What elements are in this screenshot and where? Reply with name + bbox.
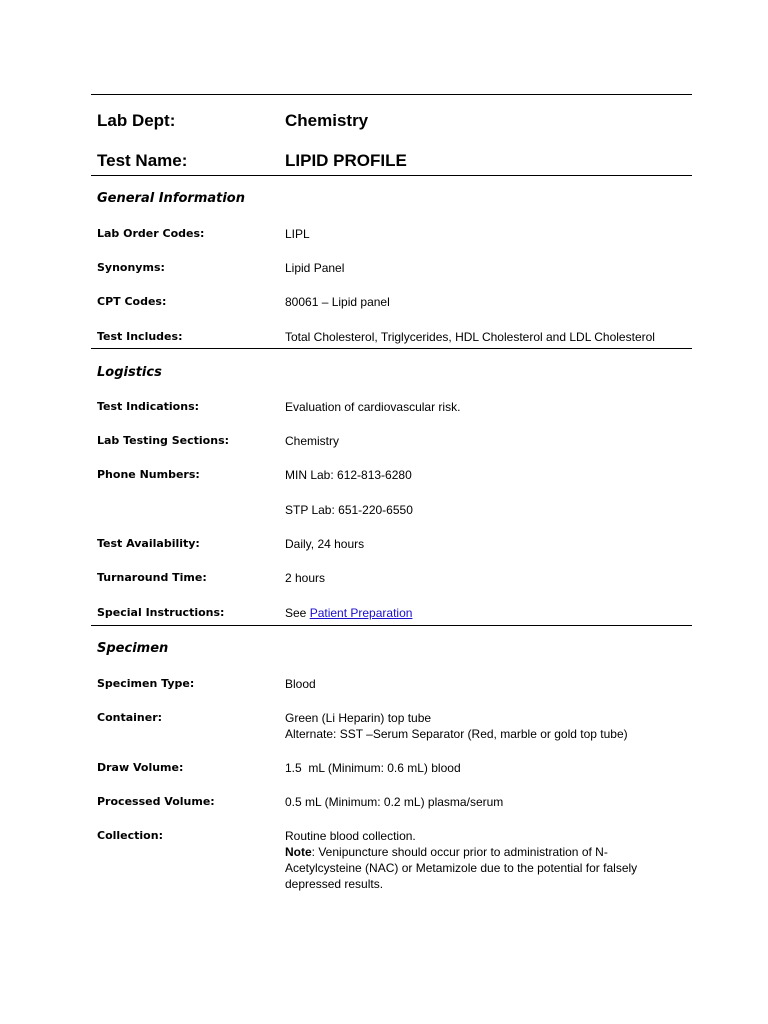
field-label: Phone Numbers: xyxy=(97,468,200,481)
container-alternate: Alternate: SST –Serum Separator (Red, marble or gold top tube) xyxy=(285,727,628,741)
field-value: Blood xyxy=(285,677,316,691)
field-label: Processed Volume: xyxy=(97,795,215,808)
field-label: Lab Testing Sections: xyxy=(97,434,230,447)
field-label: Synonyms: xyxy=(97,261,165,274)
field-value: Daily, 24 hours xyxy=(285,537,365,551)
field-label: Turnaround Time: xyxy=(97,571,207,584)
field-label: Test Indications: xyxy=(97,400,200,413)
field-value xyxy=(285,760,685,776)
field-value: 2 hours xyxy=(285,571,326,585)
field-label: Collection: xyxy=(97,829,163,842)
field-value xyxy=(285,329,690,345)
field-value xyxy=(285,467,685,518)
collection-routine: Routine blood collection. xyxy=(285,829,416,843)
field-value xyxy=(285,828,670,892)
field-value-text: Total Cholesterol, Triglycerides, HDL Cholesterol and LDL Cholesterol xyxy=(285,330,655,344)
section-title-logistics: Logistics xyxy=(97,365,162,380)
patient-preparation-link[interactable]: Patient Preparation xyxy=(309,606,413,620)
field-label: Test Includes: xyxy=(97,330,183,343)
phone-min-lab: MIN Lab: 612-813-6280 xyxy=(285,468,412,482)
lab-dept-label: Lab Dept: xyxy=(97,111,176,130)
field-value xyxy=(285,605,685,621)
top-rule xyxy=(91,94,692,95)
collection-note xyxy=(285,844,670,892)
field-value: 0.5 mL (Minimum: 0.2 mL) plasma/serum xyxy=(285,795,504,809)
field-label: Container: xyxy=(97,711,163,724)
note-label: Note xyxy=(285,845,312,859)
lab-dept-value: Chemistry xyxy=(285,111,369,130)
section-title-specimen: Specimen xyxy=(97,641,169,656)
test-name-value: LIPID PROFILE xyxy=(285,151,407,170)
field-value: 80061 – Lipid panel xyxy=(285,295,390,309)
header-rule xyxy=(91,175,692,176)
field-label: Draw Volume: xyxy=(97,761,184,774)
field-label: Specimen Type: xyxy=(97,677,195,690)
field-label: Test Availability: xyxy=(97,537,200,550)
draw-volume-text: 1.5 mL (Minimum: 0.6 mL) blood xyxy=(285,761,461,775)
field-label: Special Instructions: xyxy=(97,606,225,619)
phone-stp-lab: STP Lab: 651-220-6550 xyxy=(285,503,413,517)
section-title-general-information: General Information xyxy=(97,191,245,206)
field-value: LIPL xyxy=(285,227,310,241)
field-value: Evaluation of cardiovascular risk. xyxy=(285,400,461,414)
field-label: CPT Codes: xyxy=(97,295,167,308)
section-rule-logistics xyxy=(91,625,692,626)
container-primary: Green (Li Heparin) top tube xyxy=(285,711,432,725)
note-text: : Venipuncture should occur prior to administration of N-Acetylcysteine (NAC) or Metamizole due to the potential for falsely depressed results. xyxy=(285,845,638,891)
field-value: Chemistry xyxy=(285,434,340,448)
see-prefix: See xyxy=(285,606,310,620)
field-value xyxy=(285,710,685,742)
test-name-label: Test Name: xyxy=(97,151,188,170)
field-value: Lipid Panel xyxy=(285,261,345,275)
field-label: Lab Order Codes: xyxy=(97,227,205,240)
section-rule-general xyxy=(91,348,692,349)
